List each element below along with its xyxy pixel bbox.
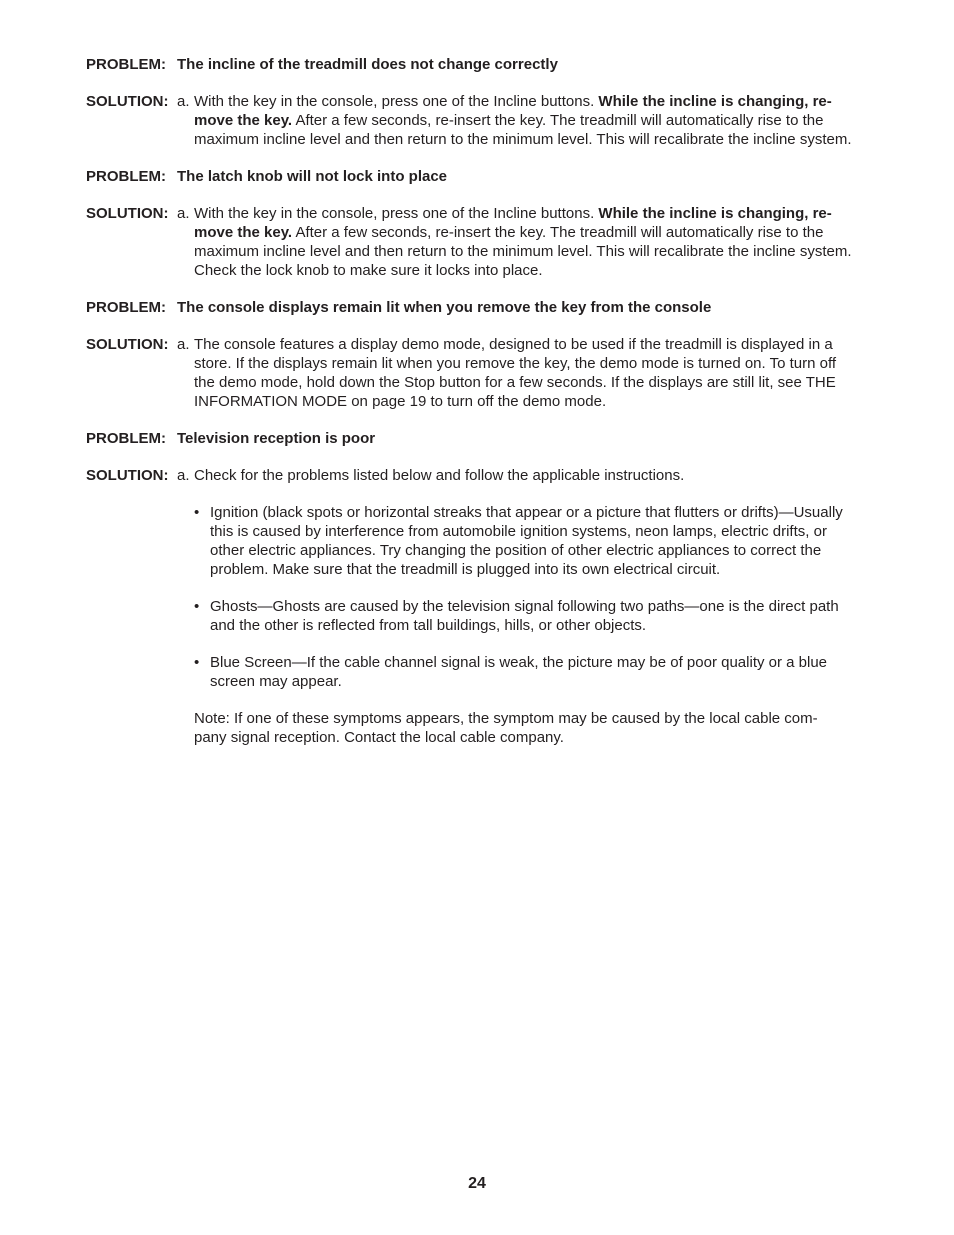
solution-3-text-4: INFORMATION MODE on page 19 to turn off the demo mode. bbox=[194, 393, 607, 410]
bullet-line: Ghosts—Ghosts are caused by the television signal following two paths—one is the direct path bbox=[210, 598, 839, 615]
solution-2 bbox=[86, 204, 876, 280]
problem-label: PROBLEM: bbox=[86, 168, 166, 185]
problem-label: PROBLEM: bbox=[86, 430, 166, 447]
solution-1-body bbox=[194, 92, 874, 149]
bullet-line: problem. Make sure that the treadmill is plugged into its own electrical circuit. bbox=[210, 561, 721, 578]
bullet-text bbox=[210, 653, 874, 691]
solution-4-body bbox=[194, 466, 874, 485]
solution-4-text-1: Check for the problems listed below and follow the applicable instructions. bbox=[194, 467, 685, 484]
problem-2-heading bbox=[86, 167, 876, 186]
solution-1 bbox=[86, 92, 876, 149]
solution-2-text-1: After a few seconds, re-insert the key. The treadmill will automatically rise to the bbox=[295, 224, 824, 241]
problem-4-heading bbox=[86, 429, 876, 448]
problem-label: PROBLEM: bbox=[86, 56, 166, 73]
bullet-text bbox=[210, 597, 874, 635]
problem-1-heading bbox=[86, 55, 876, 74]
solution-3-body bbox=[194, 335, 874, 411]
solution-2-lead: With the key in the console, press one of the Incline buttons. bbox=[194, 205, 595, 222]
bullet-text bbox=[210, 503, 874, 579]
bullet-icon: • bbox=[194, 504, 200, 521]
bullet-icon: • bbox=[194, 598, 200, 615]
bullet-icon: • bbox=[194, 654, 200, 671]
bullet-line: this is caused by interference from automobile ignition systems, neon lamps, electric drifts, or bbox=[210, 523, 827, 540]
page-number: 24 bbox=[468, 1175, 486, 1192]
solution-label: SOLUTION: bbox=[86, 336, 169, 353]
bullet-item-ignition bbox=[194, 503, 874, 579]
solution-label: SOLUTION: bbox=[86, 93, 169, 110]
note-line-1: Note: If one of these symptoms appears, the symptom may be caused by the local cable com- bbox=[194, 710, 818, 727]
problem-3-heading bbox=[86, 298, 876, 317]
note-line-2: pany signal reception. Contact the local cable company. bbox=[194, 729, 564, 746]
bullet-line: and the other is reflected from tall buildings, hills, or other objects. bbox=[210, 617, 647, 634]
problem-label: PROBLEM: bbox=[86, 299, 166, 316]
solution-1-bold-2: move the key. bbox=[194, 112, 293, 129]
solution-1-text-2: maximum incline level and then return to the minimum level. This will recalibrate the incline system. bbox=[194, 131, 852, 148]
problem-1-title: The incline of the treadmill does not change correctly bbox=[177, 56, 558, 73]
bullet-line: screen may appear. bbox=[210, 673, 342, 690]
bullet-line: other electric appliances. Try changing the position of other electric appliances to correct the bbox=[210, 542, 822, 559]
solution-letter: a. bbox=[177, 336, 190, 353]
solution-2-bold-2: move the key. bbox=[194, 224, 293, 241]
bullet-line: Blue Screen—If the cable channel signal is weak, the picture may be of poor quality or a blue bbox=[210, 654, 828, 671]
bullet-line: Ignition (black spots or horizontal streaks that appear or a picture that flutters or drifts)—Usually bbox=[210, 504, 843, 521]
problem-3-title: The console displays remain lit when you remove the key from the console bbox=[177, 299, 712, 316]
solution-letter: a. bbox=[177, 205, 190, 222]
solution-3-text-1: The console features a display demo mode, designed to be used if the treadmill is displayed in a bbox=[194, 336, 833, 353]
solution-1-bold-1: While the incline is changing, re- bbox=[598, 93, 832, 110]
note bbox=[194, 709, 874, 747]
solution-letter: a. bbox=[177, 93, 190, 110]
problem-2-title: The latch knob will not lock into place bbox=[177, 168, 448, 185]
problem-4-title: Television reception is poor bbox=[177, 430, 376, 447]
solution-1-text-1: After a few seconds, re-insert the key. The treadmill will automatically rise to the bbox=[295, 112, 824, 129]
solution-4 bbox=[86, 466, 876, 485]
bullet-item-blue-screen bbox=[194, 653, 874, 691]
solution-3-text-2: store. If the displays remain lit when you remove the key, the demo mode is turned on. To turn off bbox=[194, 355, 837, 372]
solution-letter: a. bbox=[177, 467, 190, 484]
solution-2-body bbox=[194, 204, 874, 280]
bullet-item-ghosts bbox=[194, 597, 874, 635]
solution-label: SOLUTION: bbox=[86, 205, 169, 222]
solution-2-text-2: maximum incline level and then return to the minimum level. This will recalibrate the incline system. bbox=[194, 243, 852, 260]
solution-3-text-3: the demo mode, hold down the Stop button for a few seconds. If the displays are still lit, see THE bbox=[194, 374, 836, 391]
solution-1-lead: With the key in the console, press one of the Incline buttons. bbox=[194, 93, 595, 110]
solution-3 bbox=[86, 335, 876, 411]
solution-label: SOLUTION: bbox=[86, 467, 169, 484]
solution-2-bold-1: While the incline is changing, re- bbox=[598, 205, 832, 222]
solution-2-text-3: Check the lock knob to make sure it locks into place. bbox=[194, 262, 543, 279]
